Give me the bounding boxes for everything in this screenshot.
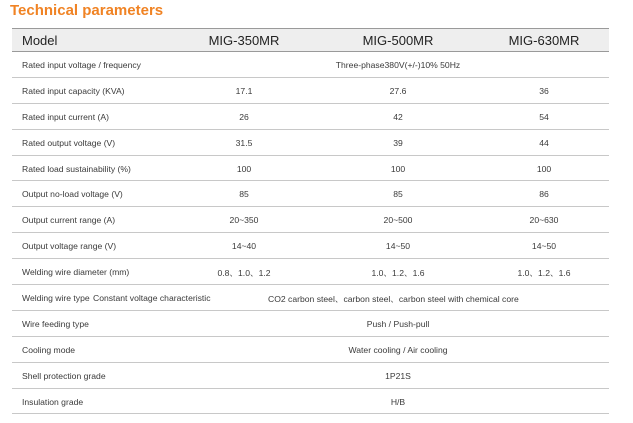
table-row xyxy=(12,311,609,337)
value-mig-350mr: 100 xyxy=(236,163,252,174)
row-label: Output current range (A) xyxy=(22,215,116,226)
row-label: Rated load sustainability (%) xyxy=(22,163,131,174)
value-mig-500mr: 100 xyxy=(390,163,406,174)
table-row xyxy=(12,337,609,363)
table-row xyxy=(12,52,609,78)
value-mig-350mr: 85 xyxy=(239,189,249,200)
table-header xyxy=(12,28,609,52)
row-value-all: Three-phase380V(+/-)10% 50Hz xyxy=(335,60,461,70)
header-model: Model xyxy=(22,33,58,48)
value-mig-500mr: 85 xyxy=(393,189,403,200)
header-mig-350mr: MIG-350MR xyxy=(208,33,280,48)
row-label: Rated input capacity (KVA) xyxy=(22,85,125,96)
value-mig-630mr: 54 xyxy=(539,111,549,122)
row-label: Shell protection grade xyxy=(22,370,106,381)
value-mig-630mr: 14~50 xyxy=(531,241,557,252)
value-mig-500mr: 1.0、1.2、1.6 xyxy=(371,268,425,279)
value-mig-350mr: 31.5 xyxy=(235,137,253,148)
value-mig-500mr: 20~500 xyxy=(383,215,413,226)
row-value-all: CO2 carbon steel、carbon steel、carbon steel with chemical core xyxy=(268,294,519,305)
value-mig-350mr: 26 xyxy=(239,111,249,122)
row-label: Welding wire type xyxy=(22,293,90,304)
row-value-all: Push / Push-pull xyxy=(366,318,430,329)
row-label: Welding wire diameter (mm) xyxy=(22,267,130,278)
row-label: Rated input voltage / frequency xyxy=(22,60,141,70)
row-label: Output voltage range (V) xyxy=(22,241,117,252)
table-row xyxy=(12,130,609,156)
table-row xyxy=(12,233,609,259)
row-label: Rated input current (A) xyxy=(22,111,109,122)
table-row xyxy=(12,181,609,207)
row-label: Output no-load voltage (V) xyxy=(22,189,123,200)
value-mig-500mr: 27.6 xyxy=(389,85,407,96)
header-mig-630mr: MIG-630MR xyxy=(508,33,580,48)
table-row xyxy=(12,259,609,285)
table-row xyxy=(12,156,609,182)
value-mig-630mr: 86 xyxy=(539,189,549,200)
row-label: Cooling mode xyxy=(22,344,76,355)
value-mig-350mr: 20~350 xyxy=(229,215,259,226)
value-mig-630mr: 44 xyxy=(539,137,549,148)
value-mig-630mr: 100 xyxy=(536,163,552,174)
table-row xyxy=(12,285,609,311)
row-value-all: H/B xyxy=(390,396,406,407)
row-label: Rated output voltage (V) xyxy=(22,137,116,148)
value-mig-500mr: 14~50 xyxy=(385,241,411,252)
row-label: Wire feeding type xyxy=(22,318,89,329)
row-label: Insulation grade xyxy=(22,396,84,407)
value-mig-350mr: 0.8、1.0、1.2 xyxy=(217,268,271,279)
row-value-all: 1P21S xyxy=(385,370,411,381)
table-row xyxy=(12,78,609,104)
table-row xyxy=(12,104,609,130)
value-mig-630mr: 36 xyxy=(539,85,549,96)
value-mig-350mr: 17.1 xyxy=(235,85,253,96)
row-value-all: Water cooling / Air cooling xyxy=(348,344,448,355)
section-title: Technical parameters xyxy=(10,2,164,19)
value-mig-500mr: 39 xyxy=(393,137,403,148)
table-row xyxy=(12,363,609,389)
table-row xyxy=(12,207,609,233)
table-row xyxy=(12,389,609,415)
header-mig-500mr: MIG-500MR xyxy=(362,33,434,48)
row-sub-label: Constant voltage characteristic xyxy=(93,293,211,304)
value-mig-630mr: 20~630 xyxy=(529,215,559,226)
value-mig-630mr: 1.0、1.2、1.6 xyxy=(517,268,571,279)
value-mig-500mr: 42 xyxy=(393,111,403,122)
value-mig-350mr: 14~40 xyxy=(231,241,257,252)
technical-parameters-table xyxy=(12,28,609,414)
